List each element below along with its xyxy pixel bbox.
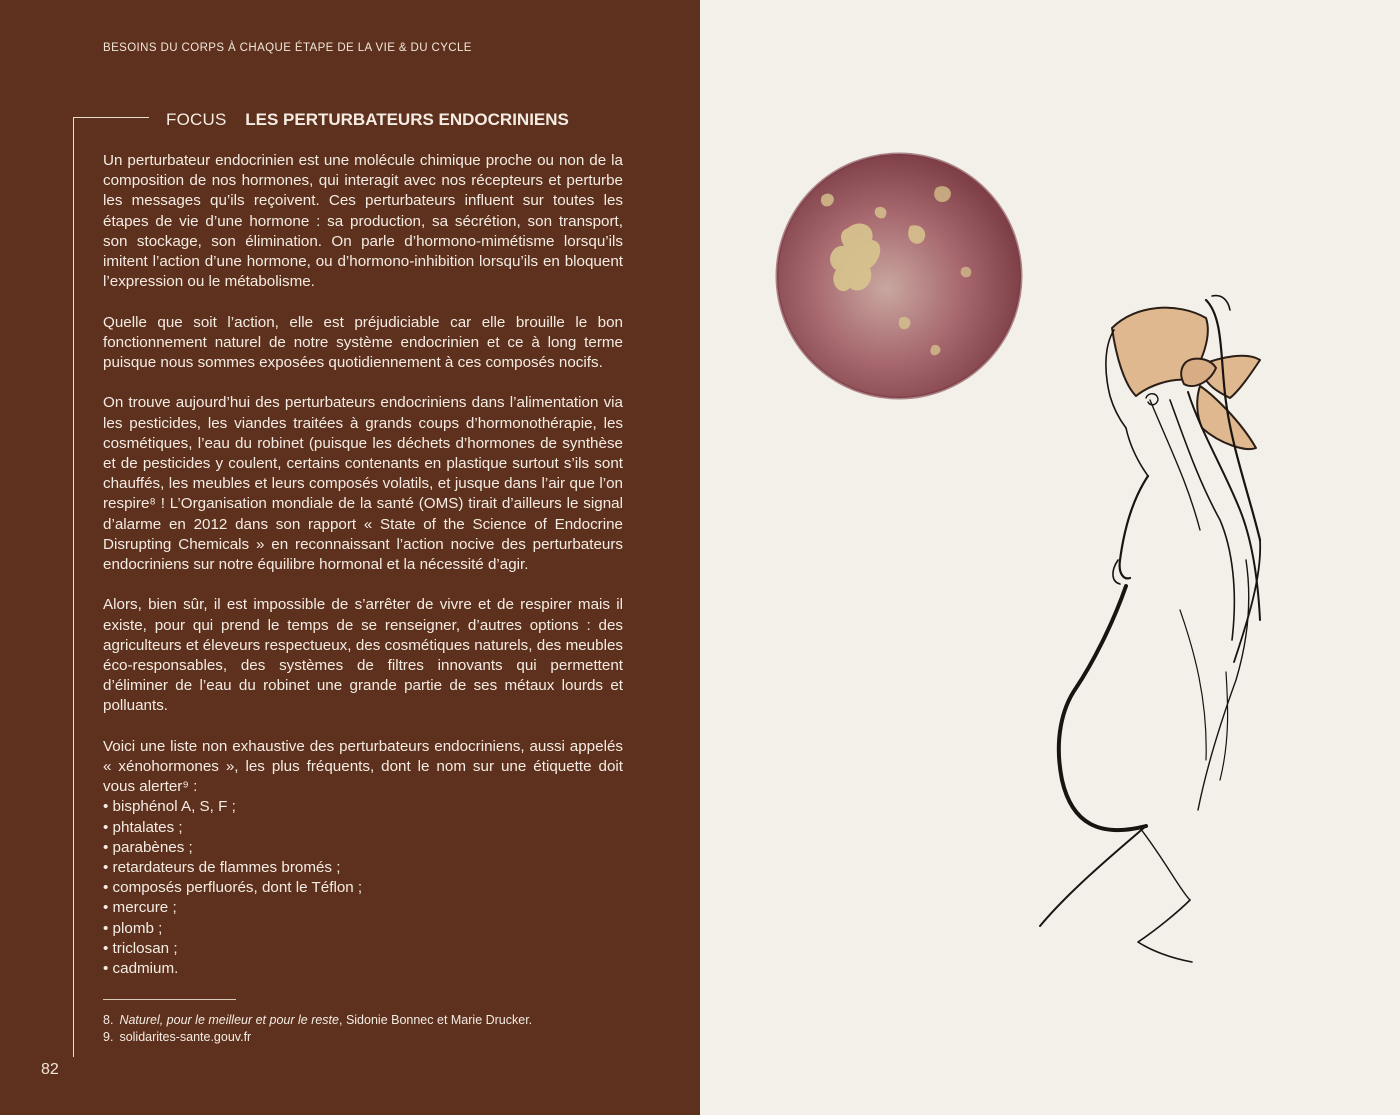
footnote-text: solidarites-sante.gouv.fr bbox=[119, 1030, 252, 1044]
list-item: • plomb ; bbox=[103, 919, 623, 939]
frame-rule-left bbox=[73, 117, 74, 1057]
list-item: • bisphénol A, S, F ; bbox=[103, 797, 623, 817]
footnotes bbox=[103, 1012, 532, 1046]
footnote bbox=[103, 1029, 532, 1046]
paragraph: On trouve aujourd’hui des perturbateurs endocriniens dans l’alimentation via les pesticides, les viandes traitées à grands coups d’hormonothérapie, les cosmétiques, l’eau du robinet (puisque les déchets d’hormones de synthèse et de pesticides y coulent, certains contenants en plastique surtout s’ils sont chauffés, les meubles et leurs composés volatils, et jusque dans l’air que l’on respire⁸ ! L’Organisation mondiale de la santé (OMS) tirait d’ailleurs le signal d’alarme en 2012 dans son rapport « State of the Science of Endocrine Disrupting Chemicals » en reconnaissant l’action nocive des perturbateurs endocriniens sur notre équilibre hormonal et la nécessité d’agir. bbox=[103, 394, 623, 574]
body-text bbox=[103, 151, 623, 979]
list-item: • triclosan ; bbox=[103, 939, 623, 959]
footnote bbox=[103, 1012, 532, 1029]
woman-and-moon-illustration bbox=[700, 0, 1400, 1115]
focus-title: LES PERTURBATEURS ENDOCRINIENS bbox=[245, 110, 569, 129]
paragraph: Un perturbateur endocrinien est une molécule chimique proche ou non de la composition de nos hormones, qui interagit avec nos récepteurs et perturbe les messages qu’ils reçoivent. Ces perturbateurs influent sur toutes les étapes de vie d’une hormone : sa production, sa sécrétion, son transport, son stockage, son élimination. On parle d’hormono-mimétisme lorsqu’ils imitent l’action d’une hormone, ou d’hormono-inhibition lorsqu’ils en bloquent l’expression ou le métabolisme. bbox=[103, 152, 623, 291]
footnote-number: 8. bbox=[103, 1013, 114, 1027]
list-intro: Voici une liste non exhaustive des perturbateurs endocriniens, aussi appelés « xénohormones », les plus fréquents, dont le nom sur une étiquette doit vous alerter⁹ : bbox=[103, 737, 623, 796]
endocrine-disruptor-list bbox=[103, 797, 623, 979]
paragraph: Alors, bien sûr, il est impossible de s’arrêter de vivre et de respirer mais il existe, pour qui prend le temps de se renseigner, d’autres options : des agriculteurs et éleveurs respectueux, des cosmétiques naturels, des meubles éco-responsables, des systèmes de filtres innovants qui permettent d’éliminer de l’eau du robinet une grande partie de ses métaux lourds et polluants. bbox=[103, 596, 623, 715]
focus-label: FOCUS bbox=[166, 110, 227, 129]
focus-heading bbox=[166, 110, 569, 130]
footnote-number: 9. bbox=[103, 1030, 114, 1044]
list-item: • phtalates ; bbox=[103, 818, 623, 838]
woman-figure bbox=[1040, 296, 1260, 962]
running-head: BESOINS DU CORPS À CHAQUE ÉTAPE DE LA VIE & DU CYCLE bbox=[103, 42, 472, 54]
list-item: • composés perfluorés, dont le Téflon ; bbox=[103, 878, 623, 898]
list-item: • cadmium. bbox=[103, 959, 623, 979]
moon-icon bbox=[777, 154, 1021, 398]
page-number: 82 bbox=[41, 1061, 59, 1078]
list-item: • retardateurs de flammes bromés ; bbox=[103, 858, 623, 878]
footnote-title: Naturel, pour le meilleur et pour le reste bbox=[119, 1013, 339, 1027]
footnote-text: , Sidonie Bonnec et Marie Drucker. bbox=[339, 1013, 533, 1027]
list-item: • mercure ; bbox=[103, 898, 623, 918]
frame-rule-top bbox=[73, 117, 149, 118]
paragraph: Quelle que soit l’action, elle est préjudiciable car elle brouille le bon fonctionnement naturel de notre système endocrinien et ce à long terme puisque nous sommes exposées quotidiennement à ces composés nocifs. bbox=[103, 313, 623, 372]
list-item: • parabènes ; bbox=[103, 838, 623, 858]
right-page bbox=[700, 0, 1400, 1115]
footnote-rule bbox=[103, 999, 236, 1000]
